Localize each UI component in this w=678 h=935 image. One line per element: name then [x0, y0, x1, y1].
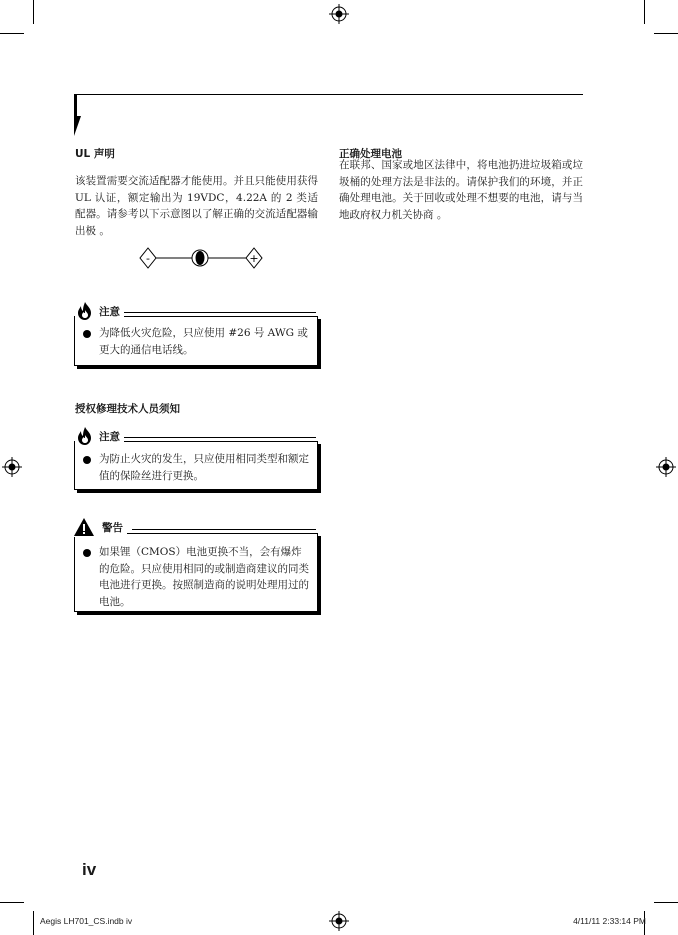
page-number: iv [82, 860, 97, 879]
caution-text: 为防止火灾的发生，只应使用相同类型和额定值的保险丝进行更换。 [99, 453, 309, 482]
registration-mark-icon [656, 457, 676, 477]
polarity-plus-label: + [249, 252, 259, 265]
note-title-rule [132, 529, 316, 530]
caution-label [75, 301, 124, 321]
caution-label [75, 426, 124, 446]
bullet [83, 549, 91, 557]
header-rule [75, 94, 583, 95]
header-bar [74, 94, 77, 116]
registration-mark-icon [329, 4, 349, 24]
bullet [83, 330, 91, 338]
technician-heading: 授权修理技术人员须知 [75, 403, 180, 415]
bullet [83, 456, 91, 464]
registration-mark-icon [329, 911, 349, 931]
registration-mark-icon [2, 457, 22, 477]
crop-mark [0, 902, 24, 903]
caution-label-text: 注意 [99, 305, 120, 318]
caution-label-text: 注意 [99, 430, 120, 443]
warning-label [73, 517, 127, 537]
footer-file: Aegis LH701_CS.indb iv [40, 916, 133, 926]
battery-paragraph: 在联邦、国家或地区法律中，将电池扔进垃圾箱或垃圾桶的处理方法是非法的。请保护我们的环境，并正确处理电池。关于回收或处理不想要的电池，请与当地政府权力机关协商 。 [339, 159, 583, 221]
note-title-rule [124, 437, 316, 438]
crop-mark [0, 33, 24, 34]
warning-triangle-icon [73, 517, 95, 537]
crop-mark [654, 902, 678, 903]
battery-heading: 正确处理电池 [339, 148, 402, 160]
crop-mark [644, 0, 645, 24]
polarity-center-dot [196, 251, 205, 265]
flame-icon [75, 426, 95, 446]
crop-mark [33, 0, 34, 24]
header-wedge [74, 116, 85, 136]
crop-mark [654, 33, 678, 34]
ul-heading: UL 声明 [75, 148, 115, 160]
warning-text: 如果锂（CMOS）电池更换不当，会有爆炸的危险。只应使用相同的或制造商建议的同类电池进行更换。按照制造商的说明处理用过的电池。 [99, 546, 309, 608]
caution-text: 为降低火灾危险，只应使用 #26 号 AWG 或更大的通信电话线。 [99, 327, 308, 356]
polarity-diagram [138, 244, 266, 272]
note-title-rule [124, 312, 316, 313]
warning-label-text: 警告 [102, 521, 123, 534]
flame-icon [75, 301, 95, 321]
footer-datetime: 4/11/11 2:33:14 PM [573, 916, 646, 926]
polarity-minus-label: - [146, 252, 150, 265]
ul-paragraph: 该装置需要交流适配器才能使用。并且只能使用获得 UL 认证，额定输出为 19VDC，4.22A 的 2 类适配器。请参考以下示意图以了解正确的交流适配器输出极 。 [75, 175, 318, 237]
crop-mark [33, 911, 34, 935]
